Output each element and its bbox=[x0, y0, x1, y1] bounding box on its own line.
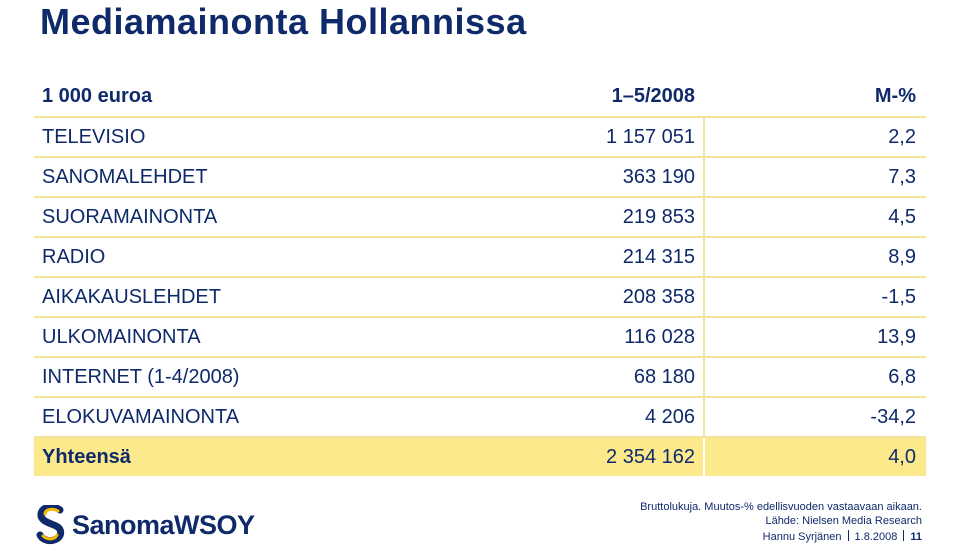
row-value: 219 853 bbox=[514, 197, 704, 237]
row-value: 363 190 bbox=[514, 157, 704, 197]
row-label: TELEVISIO bbox=[34, 117, 514, 157]
slide-footer bbox=[763, 530, 922, 543]
row-label: ELOKUVAMAINONTA bbox=[34, 397, 514, 437]
header-change: M-% bbox=[704, 76, 926, 117]
logo-text: SanomaWSOY bbox=[72, 509, 255, 540]
row-value: 68 180 bbox=[514, 357, 704, 397]
row-value: 4 206 bbox=[514, 397, 704, 437]
footnote-source: Lähde: Nielsen Media Research bbox=[765, 515, 922, 527]
row-value: 1 157 051 bbox=[514, 117, 704, 157]
footer-separator bbox=[848, 530, 849, 541]
company-logo bbox=[36, 505, 255, 545]
table-row bbox=[34, 317, 926, 357]
row-label: RADIO bbox=[34, 237, 514, 277]
header-unit: 1 000 euroa bbox=[34, 76, 514, 117]
row-value: 208 358 bbox=[514, 277, 704, 317]
table-header-row bbox=[34, 76, 926, 117]
row-change: -1,5 bbox=[704, 277, 926, 317]
row-label: AIKAKAUSLEHDET bbox=[34, 277, 514, 317]
table-row bbox=[34, 277, 926, 317]
table-total-row bbox=[34, 437, 926, 476]
table-row bbox=[34, 157, 926, 197]
row-change: 4,5 bbox=[704, 197, 926, 237]
footer-author: Hannu Syrjänen bbox=[762, 531, 842, 543]
row-change: 7,3 bbox=[704, 157, 926, 197]
row-label: SUORAMAINONTA bbox=[34, 197, 514, 237]
row-change: 2,2 bbox=[704, 117, 926, 157]
media-spend-table bbox=[34, 76, 926, 476]
footer-date: 1.8.2008 bbox=[854, 531, 898, 543]
header-period: 1–5/2008 bbox=[514, 76, 704, 117]
row-change: 8,9 bbox=[704, 237, 926, 277]
table-row bbox=[34, 117, 926, 157]
total-value: 2 354 162 bbox=[514, 437, 704, 476]
footer-separator bbox=[903, 530, 904, 541]
row-change: -34,2 bbox=[704, 397, 926, 437]
row-label: INTERNET (1-4/2008) bbox=[34, 357, 514, 397]
table-row bbox=[34, 397, 926, 437]
data-table bbox=[34, 76, 926, 476]
footnote bbox=[640, 500, 922, 528]
table-row bbox=[34, 237, 926, 277]
total-change: 4,0 bbox=[704, 437, 926, 476]
row-change: 6,8 bbox=[704, 357, 926, 397]
sanomawsoy-s-logo-icon bbox=[36, 505, 66, 545]
table-row bbox=[34, 357, 926, 397]
total-label: Yhteensä bbox=[34, 437, 514, 476]
row-value: 116 028 bbox=[514, 317, 704, 357]
row-label: SANOMALEHDET bbox=[34, 157, 514, 197]
row-label: ULKOMAINONTA bbox=[34, 317, 514, 357]
table-row bbox=[34, 197, 926, 237]
row-value: 214 315 bbox=[514, 237, 704, 277]
row-change: 13,9 bbox=[704, 317, 926, 357]
footnote-line-1: Bruttolukuja. Muutos-% edellisvuoden vastaavaan aikaan. bbox=[640, 501, 922, 513]
footer-page-number: 11 bbox=[910, 531, 922, 543]
page-title: Mediamainonta Hollannissa bbox=[40, 1, 527, 42]
